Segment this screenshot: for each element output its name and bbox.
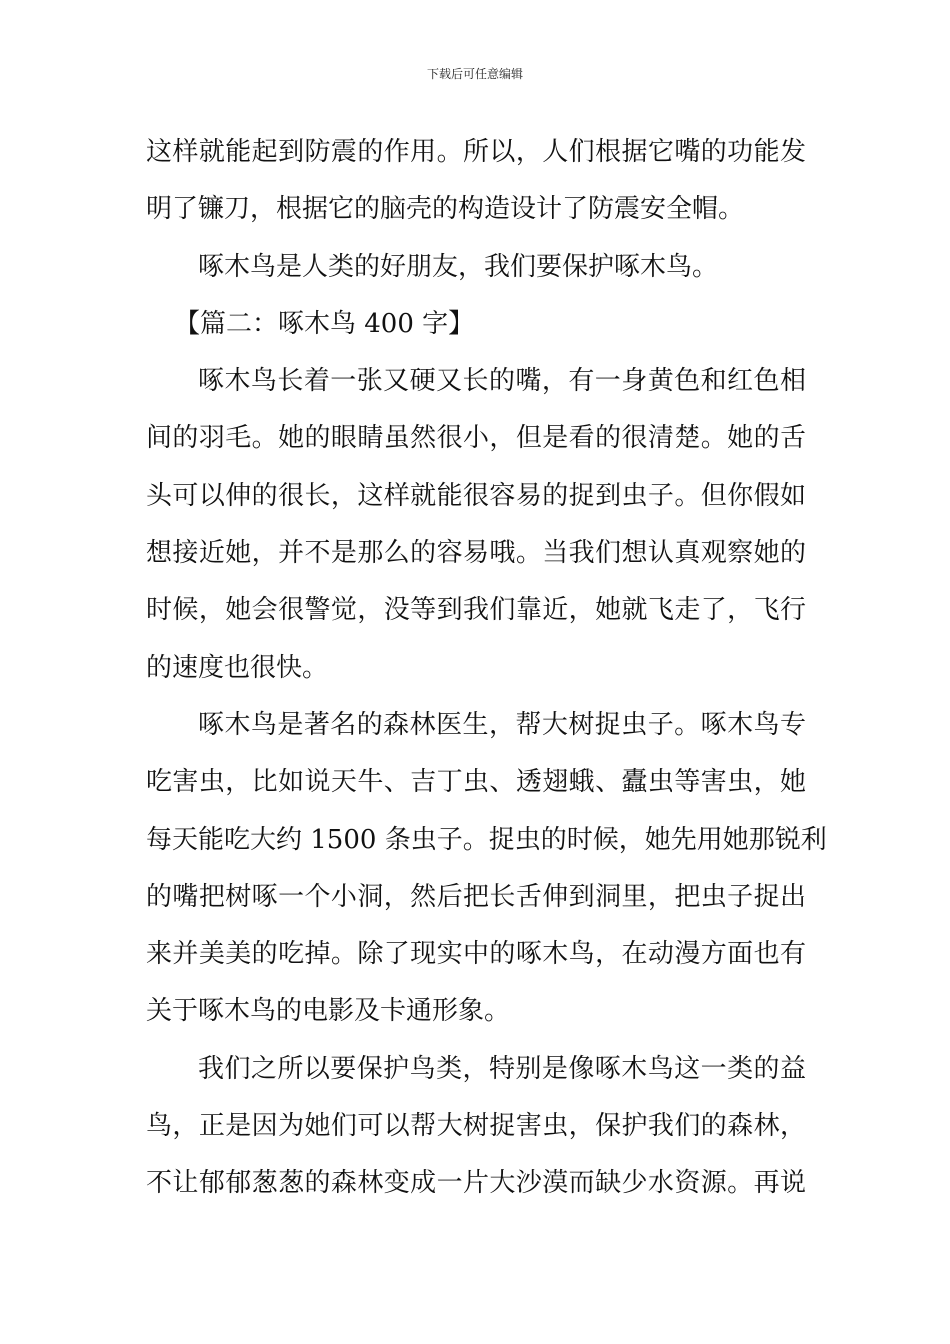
text-line: 明了镰刀，根据它的脑壳的构造设计了防震安全帽。 — [146, 194, 745, 225]
section-heading: 【篇二：啄木鸟 400 字】 — [174, 308, 475, 339]
text-line: 间的羽毛。她的眼睛虽然很小，但是看的很清楚。她的舌 — [146, 423, 806, 454]
text-line: 来并美美的吃掉。除了现实中的啄木鸟，在动漫方面也有 — [146, 939, 806, 970]
text-line: 啄木鸟长着一张又硬又长的嘴，有一身黄色和红色相 — [198, 366, 806, 397]
text-line: 不让郁郁葱葱的森林变成一片大沙漠而缺少水资源。再说 — [146, 1168, 806, 1199]
text-line: 吃害虫，比如说天牛、吉丁虫、透翅蛾、蠹虫等害虫，她 — [146, 767, 806, 798]
text-line: 啄木鸟是著名的森林医生，帮大树捉虫子。啄木鸟专 — [198, 709, 806, 740]
text-line: 啄木鸟是人类的好朋友，我们要保护啄木鸟。 — [198, 251, 719, 282]
text-line: 关于啄木鸟的电影及卡通形象。 — [146, 996, 511, 1027]
text-line: 这样就能起到防震的作用。所以，人们根据它嘴的功能发 — [146, 137, 806, 167]
text-line: 鸟，正是因为她们可以帮大树捉害虫，保护我们的森林， — [146, 1111, 806, 1142]
text-line: 头可以伸的很长，这样就能很容易的捉到虫子。但你假如 — [146, 480, 806, 511]
text-line: 的嘴把树啄一个小洞，然后把长舌伸到洞里，把虫子捉出 — [146, 881, 806, 912]
text-line: 时候，她会很警觉，没等到我们靠近，她就飞走了，飞行 — [146, 595, 806, 626]
text-line: 的速度也很快。 — [146, 652, 329, 683]
text-line: 每天能吃大约 1500 条虫子。捉虫的时候，她先用她那锐利 — [146, 824, 827, 855]
page-header: 下载后可任意编辑 — [426, 67, 523, 81]
document-body — [146, 124, 827, 1213]
text-line: 我们之所以要保护鸟类，特别是像啄木鸟这一类的益 — [198, 1053, 806, 1084]
text-line: 想接近她，并不是那么的容易哦。当我们想认真观察她的 — [146, 538, 806, 569]
